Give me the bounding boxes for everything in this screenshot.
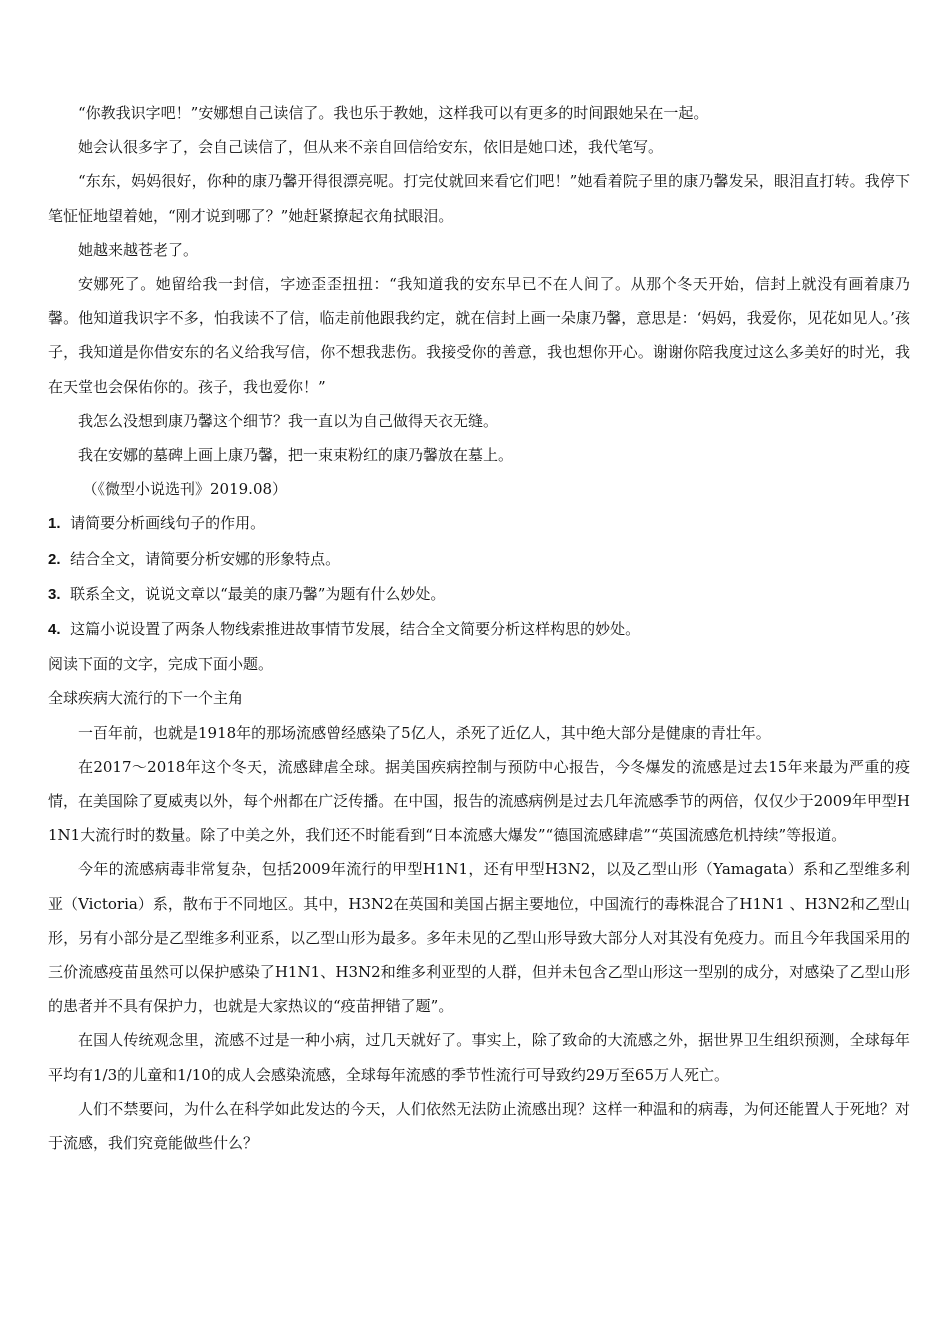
- question-number: 3.: [48, 585, 61, 603]
- reading-instruction: 阅读下面的文字，完成下面小题。: [48, 655, 274, 674]
- article-paragraph: 今年的流感病毒非常复杂，包括2009年流行的甲型H1N1，还有甲型H3N2，以及乙型山形（Yamagata）系和乙型维多利亚（Victoria）系，散布于不同地区。其中，H3N2在英国和美国占据主要地位，中国流行的毒株混合了H1N1 、H3N2和乙型山形，另有小部分是乙型维多利亚系，以乙型山形为最多。多年未见的乙型山形导致大部分人对其没有免疫力。而且今年我国采用的三价流感疫苗虽然可以保护感染了H1N1、H3N2和维多利亚型的人群，但并未包含乙型山形这一型别的成分，对感染了乙型山形的患者并不具有保护力，也就是大家热议的“疫苗押错了题”。: [48, 860, 910, 1016]
- story-paragraph: 安娜死了。她留给我一封信，字迹歪歪扭扭：“我知道我的安东早已不在人间了。从那个冬天开始，信封上就没有画着康乃馨。他知道我识字不多，怕我读不了信，临走前他跟我约定，就在信封上画一朵康乃馨，意思是：‘妈妈，我爱你，见花如见人。’孩子，我知道是你借安东的名义给我写信，你不想我悲伤。我接受你的善意，我也想你开心。谢谢你陪我度过这么多美好的时光，我在天堂也会保佑你的。孩子，我也爱你！”: [48, 275, 910, 396]
- article-paragraph: 一百年前，也就是1918年的那场流感曾经感染了5亿人，杀死了近亿人，其中绝大部分是健康的青壮年。: [78, 723, 771, 742]
- question-text: 这篇小说设置了两条人物线索推进故事情节发展，结合全文简要分析这样构思的妙处。: [70, 620, 641, 639]
- document-page: [48, 96, 910, 1160]
- story-paragraph: 她越来越苍老了。: [78, 240, 199, 259]
- article-paragraph: 在国人传统观念里，流感不过是一种小病，过几天就好了。事实上，除了致命的大流感之外，据世界卫生组织预测，全球每年平均有1/3的儿童和1/10的成人会感染流感，全球每年流感的季节性流行可导致约29万至65万人死亡。: [48, 1031, 910, 1084]
- story-paragraph: “你教我识字吧！”安娜想自己读信了。我也乐于教她，这样我可以有更多的时间跟她呆在一起。: [78, 104, 709, 122]
- question-item: [48, 577, 910, 612]
- article-title: 全球疾病大流行的下一个主角: [48, 689, 244, 708]
- question-text: 结合全文，请简要分析安娜的形象特点。: [70, 549, 341, 568]
- story-paragraph: 我怎么没想到康乃馨这个细节？我一直以为自己做得天衣无缝。: [78, 411, 499, 430]
- story-paragraph: “东东，妈妈很好，你种的康乃馨开得很漂亮呢。打完仗就回来看它们吧！”她看着院子里的康乃馨发呆，眼泪直打转。我停下笔怔怔地望着她，“刚才说到哪了？”她赶紧撩起衣角拭眼泪。: [48, 172, 910, 225]
- story-paragraph: 我在安娜的墓碑上画上康乃馨，把一束束粉红的康乃馨放在墓上。: [78, 446, 514, 465]
- question-text: 请简要分析画线句子的作用。: [70, 514, 266, 533]
- question-number: 1.: [48, 515, 61, 533]
- question-text: 联系全文，说说文章以“最美的康乃馨”为题有什么妙处。: [70, 584, 446, 603]
- article-paragraph: 在2017～2018年这个冬天，流感肆虐全球。据美国疾病控制与预防中心报告，今冬爆发的流感是过去15年来最为严重的疫情，在美国除了夏威夷以外，每个州都在广泛传播。在中国，报告的流感病例是过去几年流感季节的两倍，仅仅少于2009年甲型H1N1大流行时的数量。除了中美之外，我们还不时能看到“日本流感大爆发”“德国流感肆虐”“英国流感危机持续”等报道。: [48, 757, 910, 845]
- question-number: 4.: [48, 621, 61, 639]
- question-item: [48, 506, 910, 541]
- story-paragraph: 她会认很多字了，会自己读信了，但从来不亲自回信给安东，依旧是她口述，我代笔写。: [78, 138, 664, 157]
- question-item: [48, 542, 910, 577]
- question-number: 2.: [48, 550, 61, 568]
- question-list: [48, 506, 910, 647]
- question-item: [48, 612, 910, 647]
- article-paragraph: 人们不禁要问，为什么在科学如此发达的今天，人们依然无法防止流感出现？这样一种温和的病毒，为何还能置人于死地？对于流感，我们究竟能做些什么？: [48, 1099, 910, 1153]
- story-source: （《微型小说选刊》2019.08）: [82, 480, 288, 499]
